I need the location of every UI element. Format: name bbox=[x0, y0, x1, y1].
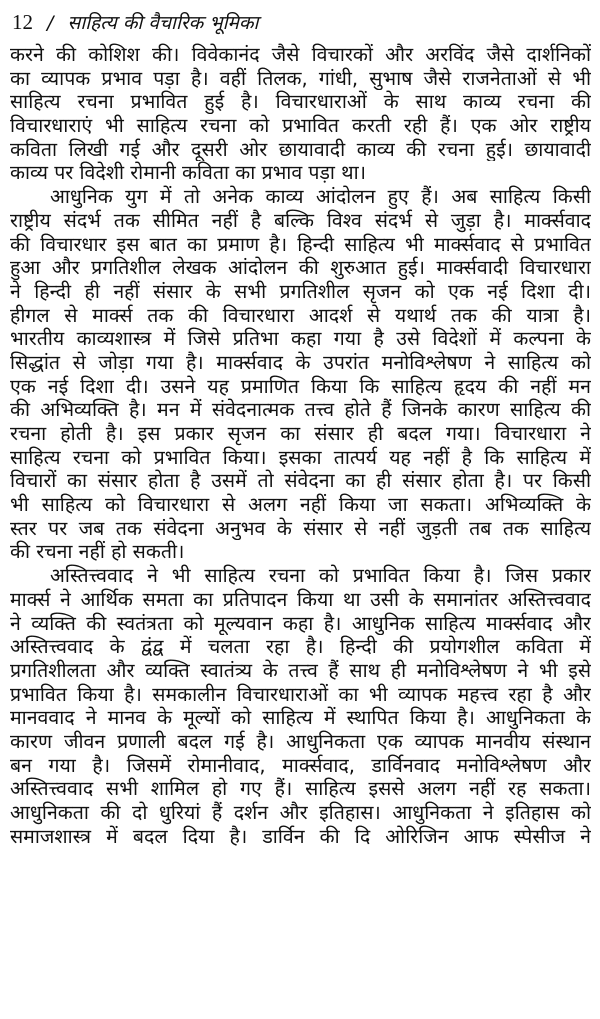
text-line: प्रभावित किया है। समकालीन विचारधाराओं का भी व्यापक महत्त्व रहा है और bbox=[10, 682, 591, 706]
text-line: अस्तित्त्ववाद सभी शामिल हो गए हैं। साहित्य इससे अलग नहीं रह सकता। bbox=[10, 777, 591, 801]
text-line: कारण जीवन प्रणाली बदल गई है। आधुनिकता एक व्यापक मानवीय संस्थान bbox=[10, 729, 591, 753]
text-line: की विचारधार इस बात का प्रमाण है। हिन्दी साहित्य भी मार्क्सवाद से प्रभावित bbox=[10, 232, 591, 256]
text-line: की अभिव्यक्ति है। मन में संवेदनात्मक तत्त्व होते हैं जिनके कारण साहित्य की bbox=[10, 398, 591, 422]
text-line: भारतीय काव्यशास्त्र में जिसे प्रतिभा कहा गया है उसे विदेशों में कल्पना के bbox=[10, 327, 591, 351]
text-line: स्तर पर जब तक संवेदना अनुभव के संसार से नहीं जुड़ती तब तक साहित्य bbox=[10, 516, 591, 540]
text-line: एक नई दिशा दी। उसने यह प्रमाणित किया कि साहित्य हृदय की नहीं मन bbox=[10, 374, 591, 398]
text-line: की रचना नहीं हो सकती। bbox=[10, 540, 185, 564]
text-line: सिद्धांत से जोड़ा गया है। मार्क्सवाद के उपरांत मनोविश्लेषण ने साहित्य को bbox=[10, 350, 591, 374]
paragraph bbox=[10, 185, 591, 564]
text-line: अस्तित्त्ववाद ने भी साहित्य रचना को प्रभावित किया है। जिस प्रकार bbox=[50, 564, 591, 588]
running-header bbox=[12, 8, 258, 37]
page-number: 12 bbox=[12, 10, 33, 34]
text-line: आधुनिकता की दो धुरियां हैं दर्शन और इतिहास। आधुनिकता ने इतिहास को bbox=[10, 801, 591, 824]
text-line: अस्तित्त्ववाद के द्वंद्व में चलता रहा है। हिन्दी की प्रयोगशील कविता में bbox=[10, 635, 591, 659]
text-line: साहित्य रचना प्रभावित हुई है। विचारधाराओं के साथ काव्य रचना की bbox=[10, 90, 591, 114]
text-line: विचारों का संसार होता है उसमें तो संवेदना का ही संसार होता है। पर किसी bbox=[10, 469, 591, 493]
text-line: मार्क्स ने आर्थिक समता का प्रतिपादन किया था उसी के समानांतर अस्तित्त्ववाद bbox=[10, 587, 591, 611]
text-line: प्रगतिशीलता और व्यक्ति स्वातंत्र्य के तत्त्व हैं साथ ही मनोविश्लेषण ने भी इसे bbox=[10, 658, 591, 682]
paragraph bbox=[10, 43, 591, 185]
header-separator: / bbox=[47, 12, 54, 34]
text-line: हीगल से मार्क्स तक की विचारधारा आदर्श से यथार्थ तक की यात्रा है। bbox=[10, 303, 591, 327]
text-line: काव्य पर विदेशी रोमानी कविता का प्रभाव पड़ा था। bbox=[10, 161, 367, 185]
text-line: राष्ट्रीय संदर्भ तक सीमित नहीं है बल्कि विश्व संदर्भ से जुड़ा है। मार्क्सवाद bbox=[10, 208, 591, 232]
text-line: समाजशास्त्र में बदल दिया है। डार्विन की दि ओरिजिन आफ स्पेसीज ने bbox=[10, 824, 591, 848]
paragraph bbox=[10, 564, 591, 848]
book-title: साहित्य की वैचारिक भूमिका bbox=[67, 12, 259, 34]
text-line: आधुनिक युग में तो अनेक काव्य आंदोलन हुए हैं। अब साहित्य किसी bbox=[50, 185, 591, 209]
text-line: कविता लिखी गई और दूसरी ओर छायावादी काव्य की रचना हुई। छायावादी bbox=[10, 137, 591, 161]
text-line: का व्यापक प्रभाव पड़ा है। वहीं तिलक, गांधी, सुभाष जैसे राजनेताओं से भी bbox=[10, 66, 591, 90]
text-line: भी साहित्य को विचारधारा से अलग नहीं किया जा सकता। अभिव्यक्ति के bbox=[10, 493, 591, 517]
text-line: साहित्य रचना को प्रभावित किया। इसका तात्पर्य यह नहीं है कि साहित्य में bbox=[10, 445, 591, 469]
text-line: करने की कोशिश की। विवेकानंद जैसे विचारकों और अरविंद जैसे दार्शनिकों bbox=[10, 43, 591, 66]
text-line: हुआ और प्रगतिशील लेखक आंदोलन की शुरुआत हुई। मार्क्सवादी विचारधारा bbox=[10, 256, 591, 280]
page-body bbox=[10, 43, 591, 848]
text-line: बन गया है। जिसमें रोमानीवाद, मार्क्सवाद, डार्विनवाद मनोविश्लेषण और bbox=[10, 753, 591, 777]
text-line: विचारधाराएं भी साहित्य रचना को प्रभावित करती रही हैं। एक ओर राष्ट्रीय bbox=[10, 114, 591, 138]
text-line: ने हिन्दी ही नहीं संसार के सभी प्रगतिशील सृजन को एक नई दिशा दी। bbox=[10, 279, 591, 303]
text-line: रचना होती है। इस प्रकार सृजन का संसार ही बदल गया। विचारधारा ने bbox=[10, 422, 591, 445]
text-line: ने व्यक्ति की स्वतंत्रता को मूल्यवान कहा है। आधुनिक साहित्य मार्क्सवाद और bbox=[10, 611, 591, 635]
text-line: मानववाद ने मानव के मूल्यों को साहित्य में स्थापित किया है। आधुनिकता के bbox=[10, 706, 591, 730]
